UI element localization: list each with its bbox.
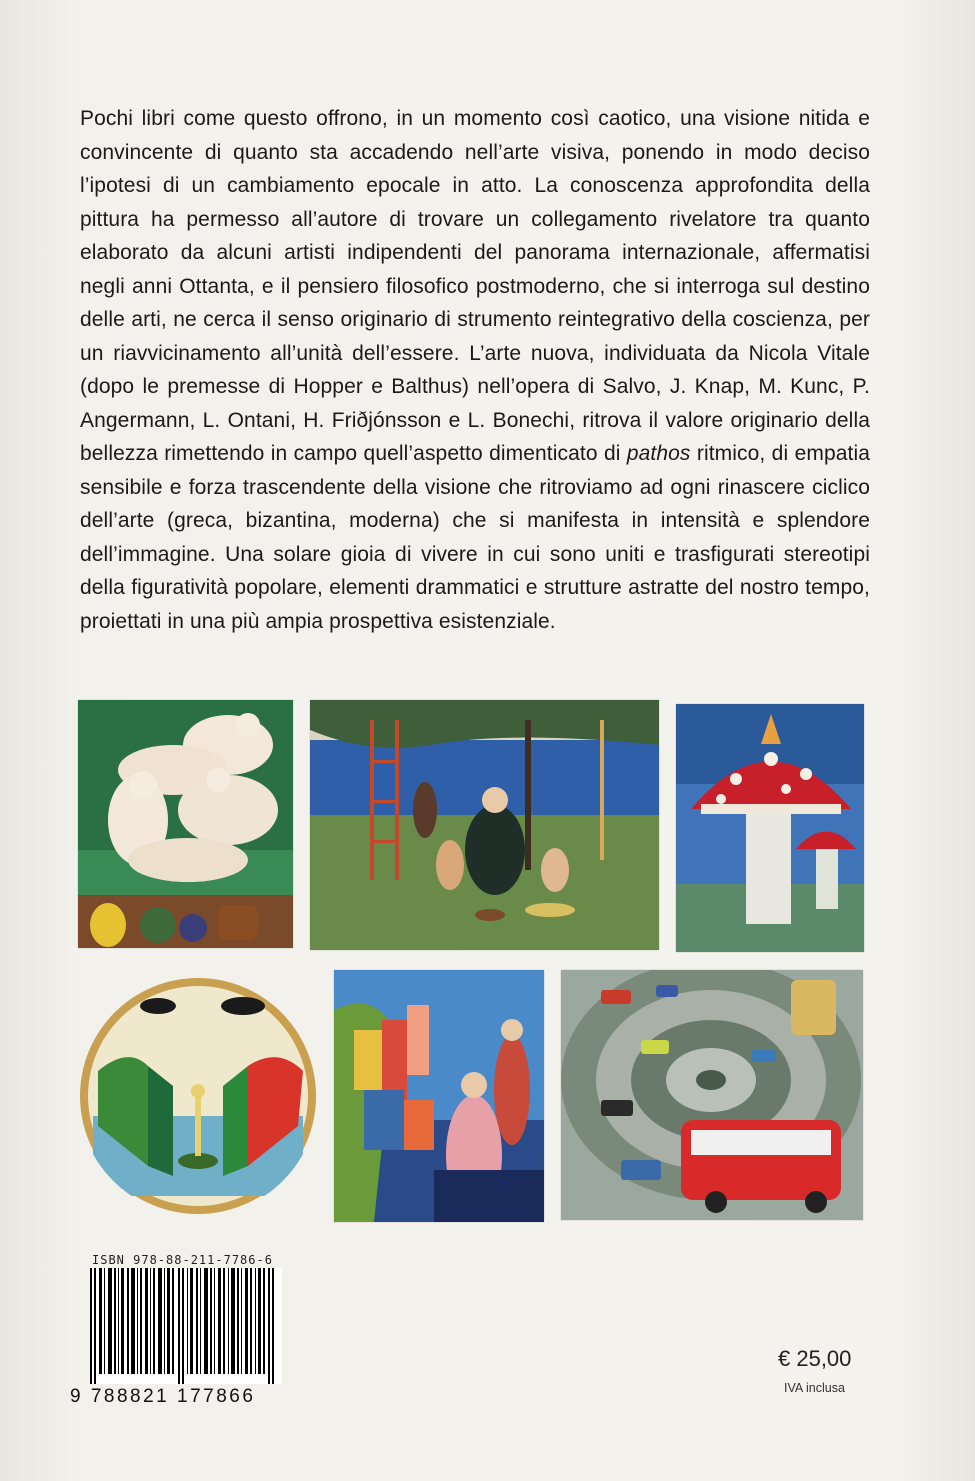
artwork-spiral-traffic xyxy=(561,970,863,1220)
artwork-hillside-figures xyxy=(334,970,544,1222)
artwork-mushrooms xyxy=(676,704,864,952)
isbn-label: ISBN 978-88-211-7786-6 xyxy=(92,1253,273,1267)
vat-note: IVA inclusa xyxy=(784,1381,845,1395)
blurb-part-1: Pochi libri come questo offrono, in un momento così caotico, una visione nitida e convincente di quanto sta accadendo nell’arte visiva, ponendo in modo deciso l’ipotesi di un cambiamento epocale in atto. La conoscenza approfondita della pittura ha permesso all’autore di trovare un collegamento rivelatore tra quanto elaborato da alcuni artisti indipendenti del panorama internazionale, affermatisi negli anni Ottanta, e il pensiero filosofico postmoderno, che si interroga sul destino delle arti, ne cerca il senso originario di strumento reintegrativo della coscienza, per un riavvicinamento all’unità dell’essere. L’arte nuova, individuata da Nicola Vitale (dopo le premesse di Hopper e Balthus) nell’opera di Salvo, J. Knap, M. Kunc, P. Angermann, L. Ontani, H. Friðjónsson e L. Bonechi, ritrova il valore originario della bellezza rimettendo in campo quell’aspetto dimenticato di xyxy=(80,107,870,465)
artwork-floating-figures xyxy=(78,700,293,948)
blurb-italic-word: pathos xyxy=(626,442,691,465)
barcode xyxy=(90,1268,282,1384)
blurb-part-2: ritmico, di empatia sensibile e forza trascendente della visione che ritroviamo ad ogni rinascere ciclico dell’arte (greca, bizantina, moderna) che si manifesta in intensità e splendore dell’immagine. Una solare gioia di vivere in cui sono uniti e trasfigurati stereotipi della figuratività popolare, elementi drammatici e strutture astratte del nostro tempo, proiettati in una più ampia prospettiva esistenziale. xyxy=(80,442,870,633)
artwork-family-scene xyxy=(310,700,659,950)
blurb-text xyxy=(80,102,870,638)
barcode-number: 9 788821 177866 xyxy=(70,1386,256,1407)
price: € 25,00 xyxy=(778,1346,852,1371)
artwork-circular-landscape xyxy=(78,976,318,1216)
